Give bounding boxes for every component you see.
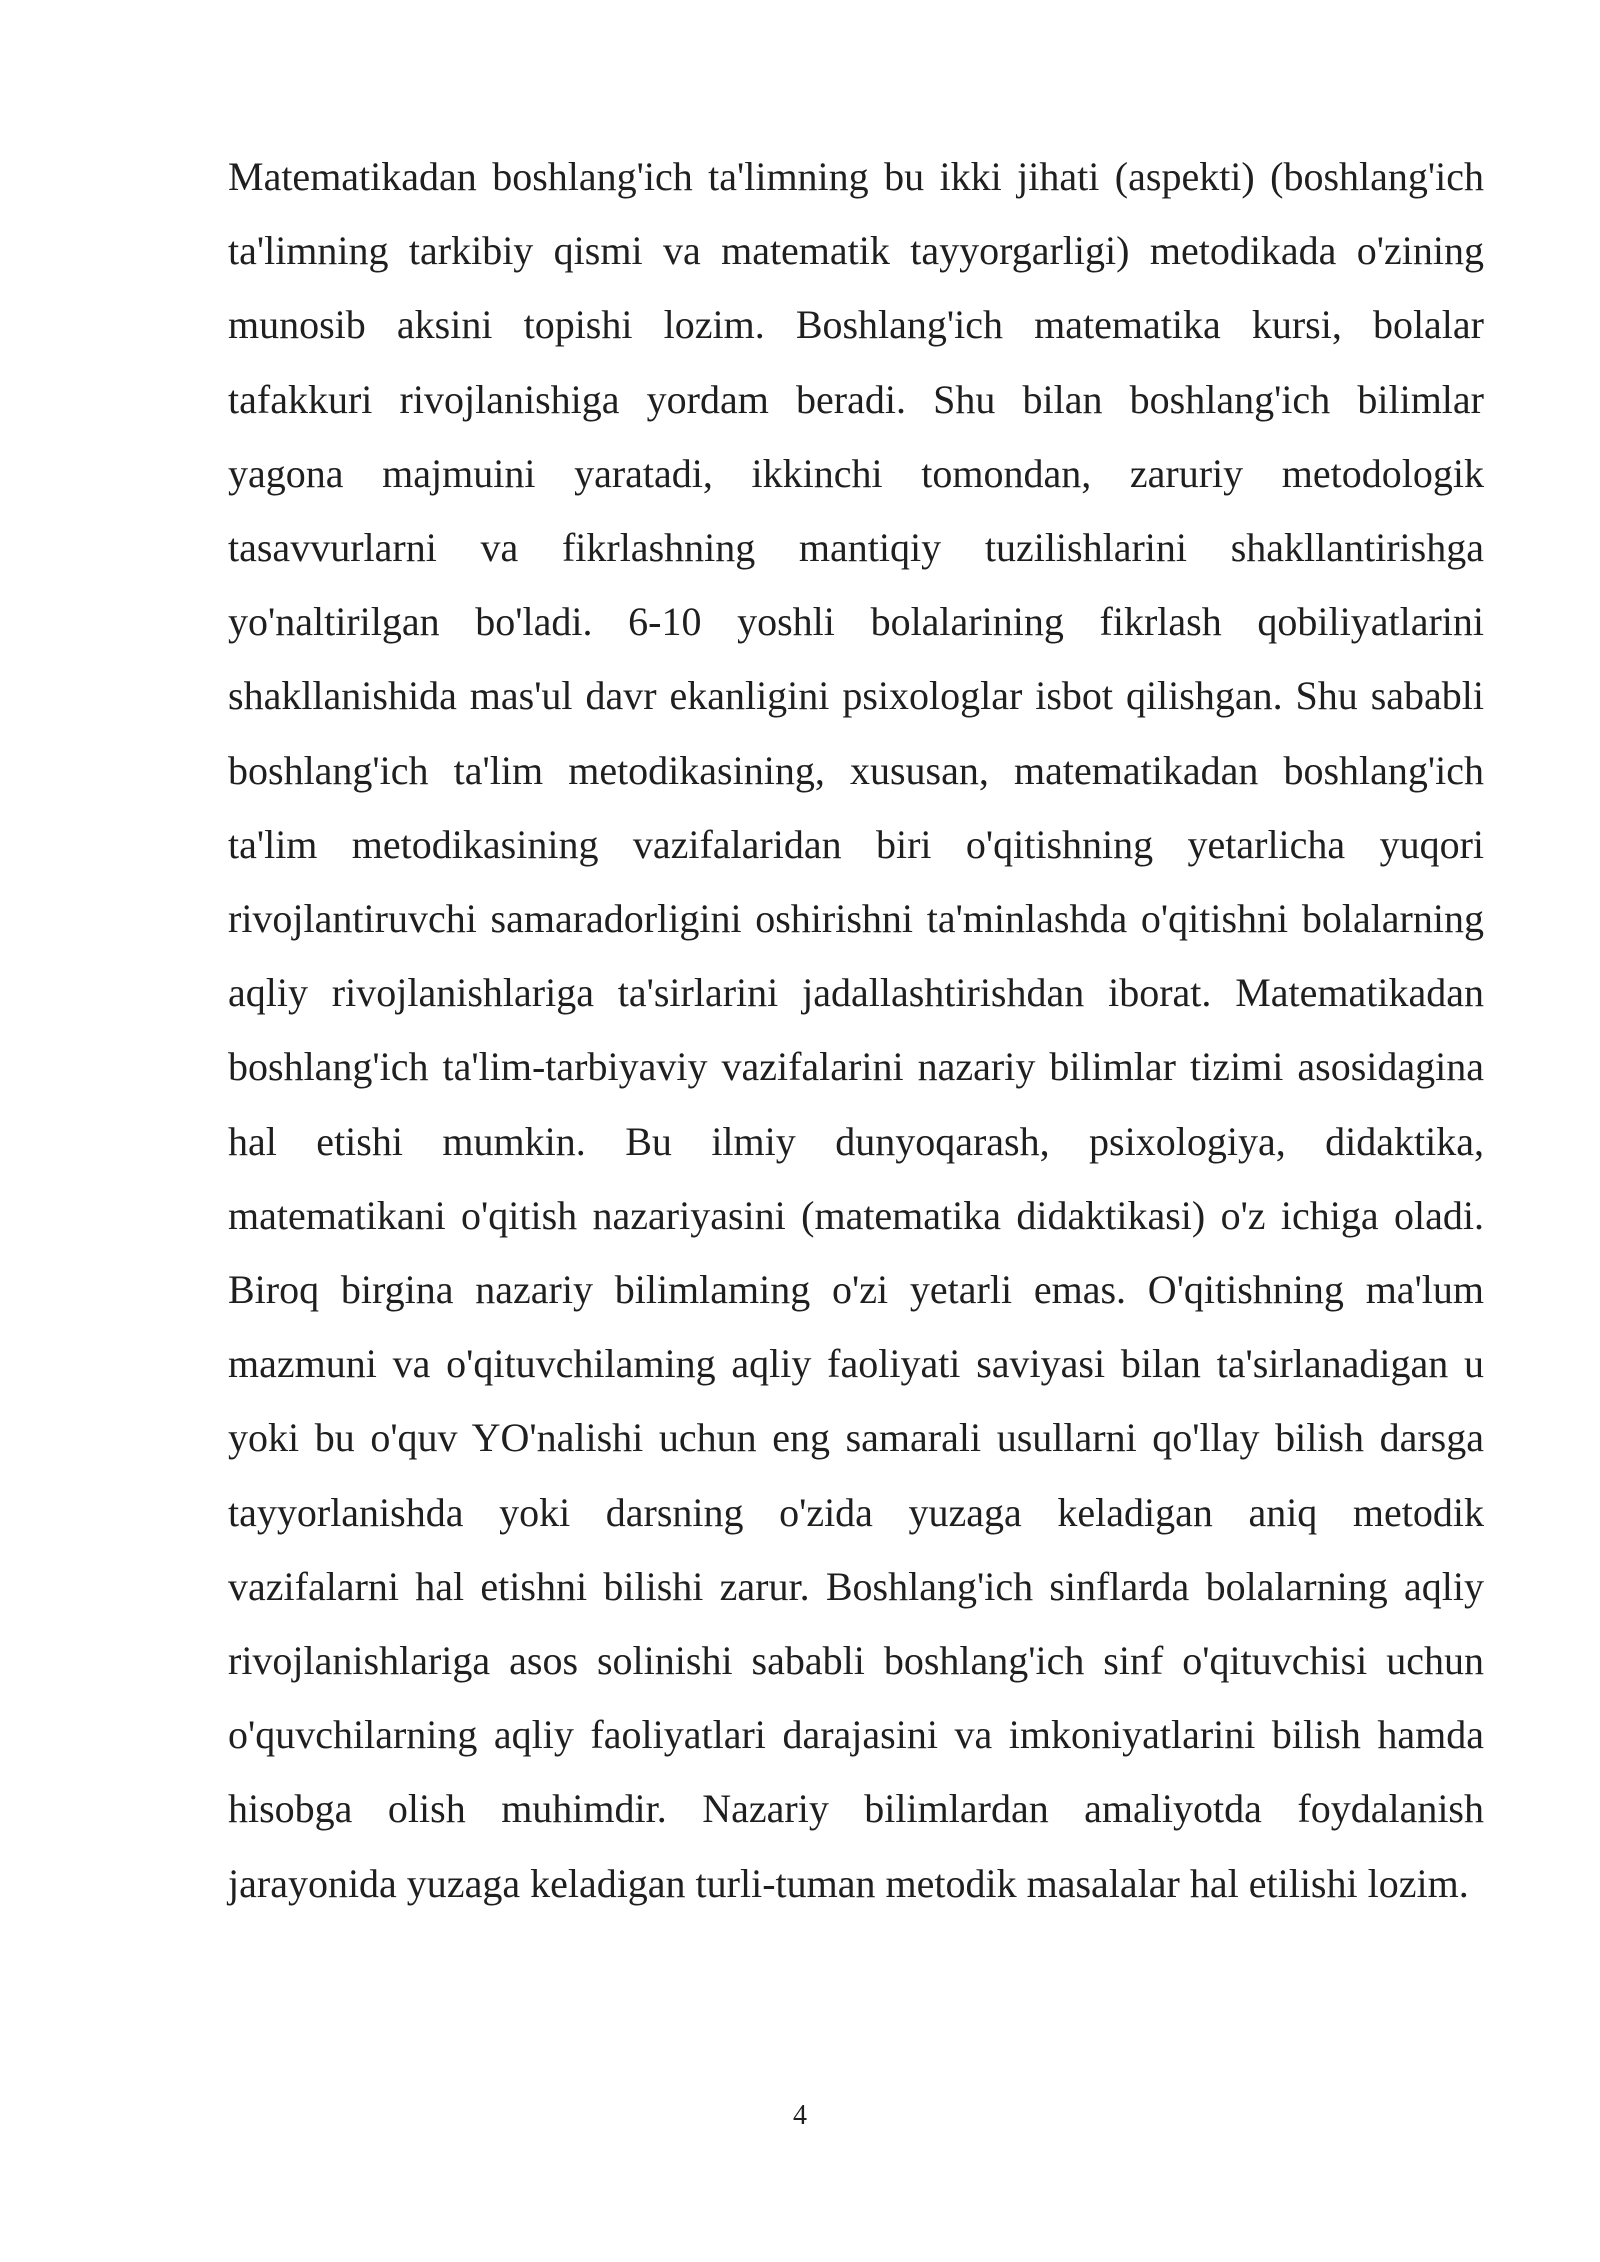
page-number: 4 bbox=[793, 2100, 807, 2131]
body-paragraph: Matematikadan boshlang'ich ta'limning bu ikki jihati (aspekti) (boshlang'ich ta'limning tarkibiy qismi va matematik tayyorgarligi) metodikada o'zining munosib aksini topishi lozim. Boshlang'ich matematika kursi, bolalar tafakkuri rivojlanishiga yordam beradi. Shu bilan boshlang'ich bilimlar yagona majmuini yaratadi, ikkinchi tomondan, zaruriy metodologik tasavvurlarni va fikrlashning mantiqiy tuzilishlarini shakllantirishga yo'naltirilgan bo'ladi. 6-10 yoshli bolalarining fikrlash qobiliyatlarini shakllanishida mas'ul davr ekanligini psixologlar isbot qilishgan. Shu sababli boshlang'ich ta'lim metodikasining, xususan, matematikadan boshlang'ich ta'lim metodikasining vazifalaridan biri o'qitishning yetarlicha yuqori rivojlantiruvchi samaradorligini oshirishni ta'minlashda o'qitishni bolalarning aqliy rivojlanishlariga ta'sirlarini jadallashtirishdan iborat. Matematikadan boshlang'ich ta'lim-tarbiyaviy vazifalarini nazariy bilimlar tizimi asosidagina hal etishi mumkin. Bu ilmiy dunyoqarash, psixologiya, didaktika, matematikani o'qitish nazariyasini (matematika didaktikasi) o'z ichiga oladi. Biroq birgina nazariy bilimlaming o'zi yetarli emas. O'qitishning ma'lum mazmuni va o'qituvchilaming aqliy faoliyati saviyasi bilan ta'sirlanadigan u yoki bu o'quv YO'nalishi uchun eng samarali usullarni qo'llay bilish darsga tayyorlanishda yoki darsning o'zida yuzaga keladigan aniq metodik vazifalarni hal etishni bilishi zarur. Boshlang'ich sinflarda bolalarning aqliy rivojlanishlariga asos solinishi sababli boshlang'ich sinf o'qituvchisi uchun o'quvchilarning aqliy faoliyatlari darajasini va imkoniyatlarini bilish hamda hisobga olish muhimdir. Nazariy bilimlardan amaliyotda foydalanish jarayonida yuzaga keladigan turli-tuman metodik masalalar hal etilishi lozim. bbox=[228, 154, 1484, 1906]
